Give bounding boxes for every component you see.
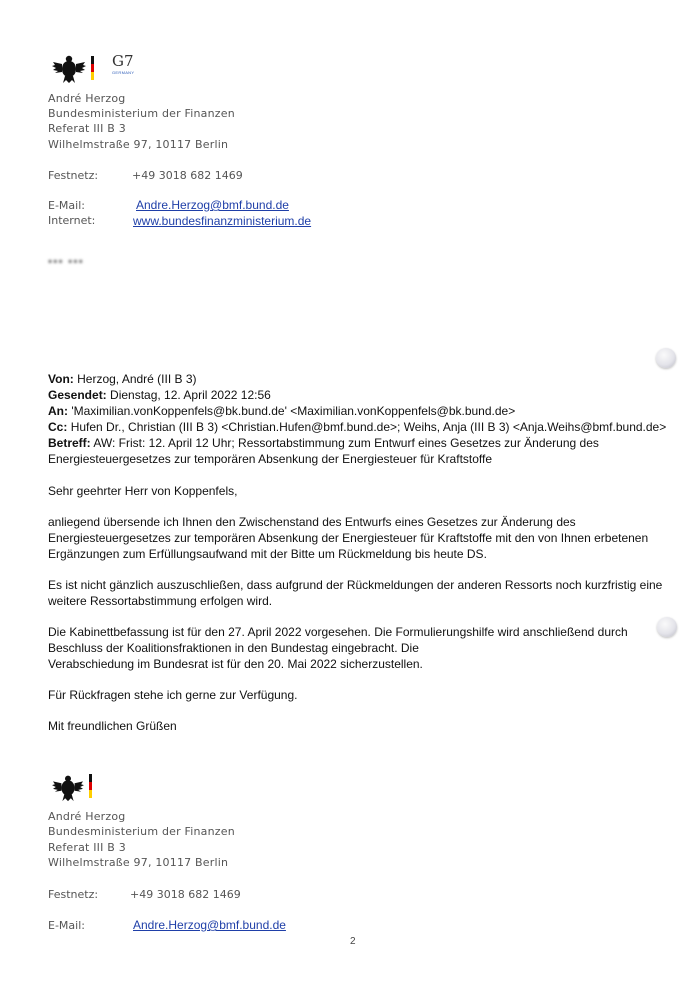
body-paragraph-3 xyxy=(48,624,638,672)
email-from xyxy=(48,371,197,387)
punch-hole-bottom xyxy=(657,617,677,637)
email-subject xyxy=(48,435,599,451)
sent-label: Gesendet: xyxy=(48,388,107,402)
federal-eagle-logo-footer xyxy=(52,772,84,802)
footer-phone-value: +49 3018 682 1469 xyxy=(130,888,241,901)
sender-ministry: Bundesministerium der Finanzen xyxy=(48,107,235,120)
footer-ministry: Bundesministerium der Finanzen xyxy=(48,825,235,838)
website-link[interactable]: www.bundesfinanzministerium.de xyxy=(133,214,312,228)
federal-eagle-logo xyxy=(52,52,86,84)
body-paragraph-1: anliegend übersende ich Ihnen den Zwischenstand des Entwurfs eines Gesetzes zur Änderung des Energiesteuergesetzes zur temporären Absenkung der Energiesteuer für Kraftstoffe mit den von Ihnen erbetenen Ergänzungen zum Erfüllungsaufwand mit der Bitte um Rückmeldung bis heute DS. xyxy=(48,515,649,561)
email-link[interactable]: Andre.Herzog@bmf.bund.de xyxy=(136,198,289,212)
from-label: Von: xyxy=(48,372,74,386)
to-value: 'Maximilian.vonKoppenfels@bk.bund.de' <Maximilian.vonKoppenfels@bk.bund.de> xyxy=(71,404,516,418)
subject-label: Betreff: xyxy=(48,436,91,450)
footer-phone-label: Festnetz: xyxy=(48,888,99,901)
sender-address: Wilhelmstraße 97, 10117 Berlin xyxy=(48,138,229,151)
g7-logo-mark: G7 xyxy=(112,52,134,70)
phone-label: Festnetz: xyxy=(48,169,99,182)
internet-label: Internet: xyxy=(48,214,96,227)
cc-value: Hufen Dr., Christian (III B 3) <Christian.Hufen@bmf.bund.de>; Weihs, Anja (III B 3) <Anja.Weihs@bmf.bund.de> xyxy=(70,420,667,434)
footer-address: Wilhelmstraße 97, 10117 Berlin xyxy=(48,856,229,869)
email-to xyxy=(48,403,515,419)
body-paragraph-2: Es ist nicht gänzlich auszuschließen, dass aufgrund der Rückmeldungen der anderen Ressorts noch kurzfristig eine weitere Ressortabstimmung erfolgen wird. xyxy=(48,578,663,608)
closing: Mit freundlichen Grüßen xyxy=(48,719,177,733)
greeting: Sehr geehrter Herr von Koppenfels, xyxy=(48,484,238,498)
from-value: Herzog, André (III B 3) xyxy=(77,372,197,386)
subject-line-2: Energiesteuergesetzes zur temporären Absenkung der Energiesteuer für Kraftstoffe xyxy=(48,452,493,466)
redacted-area: ▪▪▪ ▪▪▪ xyxy=(48,254,84,268)
phone-value: +49 3018 682 1469 xyxy=(132,169,243,182)
g7-logo-caption: GERMANY xyxy=(112,70,135,75)
body-paragraph-4: Für Rückfragen stehe ich gerne zur Verfügung. xyxy=(48,688,298,702)
sender-name: André Herzog xyxy=(48,92,126,105)
body-paragraph-3-line-1: Die Kabinettbefassung ist für den 27. April 2022 vorgesehen. Die Formulierungshilfe wird anschließend durch Beschluss der Koalitionsfraktionen in den Bundestag eingebracht. Die xyxy=(48,625,628,655)
footer-sender-name: André Herzog xyxy=(48,810,126,823)
footer-unit: Referat III B 3 xyxy=(48,841,126,854)
page-number: 2 xyxy=(350,936,356,947)
g7-logo xyxy=(112,52,142,82)
german-flag-stripe-footer xyxy=(89,774,92,798)
footer-email-label: E-Mail: xyxy=(48,919,85,932)
sender-unit: Referat III B 3 xyxy=(48,122,126,135)
german-flag-stripe xyxy=(91,56,94,80)
subject-line-1: AW: Frist: 12. April 12 Uhr; Ressortabstimmung zum Entwurf eines Gesetzes zur Änderung des xyxy=(93,436,599,450)
email-cc xyxy=(48,419,666,435)
to-label: An: xyxy=(48,404,68,418)
cc-label: Cc: xyxy=(48,420,68,434)
body-paragraph-3-line-2: Verabschiedung im Bundesrat ist für den 20. Mai 2022 sicherzustellen. xyxy=(48,657,423,671)
email-sent xyxy=(48,387,271,403)
footer-email-link[interactable]: Andre.Herzog@bmf.bund.de xyxy=(133,918,286,932)
email-label: E-Mail: xyxy=(48,199,85,212)
punch-hole-top xyxy=(656,348,676,368)
sent-value: Dienstag, 12. April 2022 12:56 xyxy=(110,388,271,402)
